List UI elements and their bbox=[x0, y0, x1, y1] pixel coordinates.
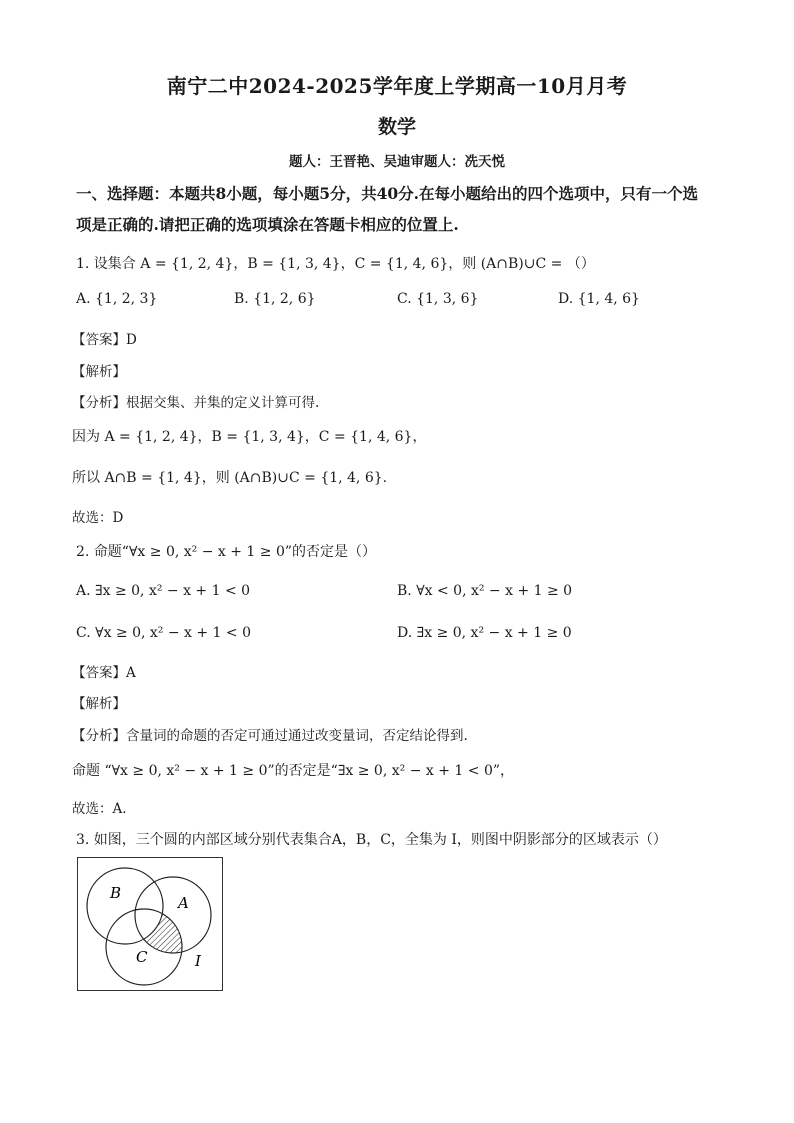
q2-step1: 命题 “∀x ≥ 0, x² − x + 1 ≥ 0”的否定是“∃x ≥ 0, x² − x + 1 < 0”， bbox=[72, 763, 515, 779]
q2-conclusion: 故选：A. bbox=[72, 801, 127, 817]
q1-analysis-label: 【解析】 bbox=[72, 364, 126, 380]
venn-diagram-svg bbox=[78, 858, 222, 990]
q2-stem: 2. 命题“∀x ≥ 0, x² − x + 1 ≥ 0”的否定是（） bbox=[76, 544, 377, 560]
section-instructions-line2: 项是正确的.请把正确的选项填涂在答题卡相应的位置上. bbox=[76, 215, 459, 234]
q2-option-a: A. ∃x ≥ 0, x² − x + 1 < 0 bbox=[76, 583, 251, 599]
venn-label-a: A bbox=[178, 894, 189, 912]
venn-label-b: B bbox=[110, 884, 122, 902]
q1-answer: 【答案】D bbox=[72, 332, 137, 348]
section-instructions-line1: 一、选择题：本题共8小题，每小题5分，共40分.在每小题给出的四个选项中，只有一个选 bbox=[76, 184, 699, 203]
authors-line: 题人：王晋艳、吴迪审题人：冼天悦 bbox=[289, 154, 505, 170]
q2-answer: 【答案】A bbox=[72, 665, 136, 681]
q1-option-b: B. {1, 2, 6} bbox=[234, 291, 316, 307]
q1-option-a: A. {1, 2, 3} bbox=[76, 291, 158, 307]
q1-stem: 1. 设集合 A = {1, 2, 4}，B = {1, 3, 4}，C = {1, 4, 6}，则 (A∩B)∪C = （） bbox=[76, 256, 595, 272]
q1-conclusion: 故选：D bbox=[72, 510, 124, 526]
q2-option-d: D. ∃x ≥ 0, x² − x + 1 ≥ 0 bbox=[397, 625, 572, 641]
q1-analysis: 【分析】根据交集、并集的定义计算可得. bbox=[72, 395, 320, 411]
page-title: 南宁二中2024-2025学年度上学期高一10月月考 bbox=[166, 74, 628, 98]
q3-stem: 3. 如图，三个圆的内部区域分别代表集合A，B，C，全集为 I，则图中阴影部分的区域表示（） bbox=[76, 832, 667, 848]
q2-option-b: B. ∀x < 0, x² − x + 1 ≥ 0 bbox=[397, 583, 573, 599]
q2-option-c: C. ∀x ≥ 0, x² − x + 1 < 0 bbox=[76, 625, 252, 641]
q2-analysis-label: 【解析】 bbox=[72, 696, 126, 712]
subject-title: 数学 bbox=[377, 116, 416, 138]
venn-circle-b bbox=[87, 868, 163, 944]
q1-step1: 因为 A = {1, 2, 4}，B = {1, 3, 4}，C = {1, 4, 6}， bbox=[72, 429, 427, 445]
q1-step2: 所以 A∩B = {1, 4}，则 (A∩B)∪C = {1, 4, 6}. bbox=[72, 470, 388, 486]
q1-option-d: D. {1, 4, 6} bbox=[558, 291, 640, 307]
venn-label-c: C bbox=[136, 948, 148, 966]
q1-option-c: C. {1, 3, 6} bbox=[397, 291, 479, 307]
q2-analysis: 【分析】含量词的命题的否定可通过通过改变量词，否定结论得到. bbox=[72, 728, 468, 744]
venn-label-i: I bbox=[195, 952, 201, 970]
venn-diagram bbox=[77, 857, 223, 991]
